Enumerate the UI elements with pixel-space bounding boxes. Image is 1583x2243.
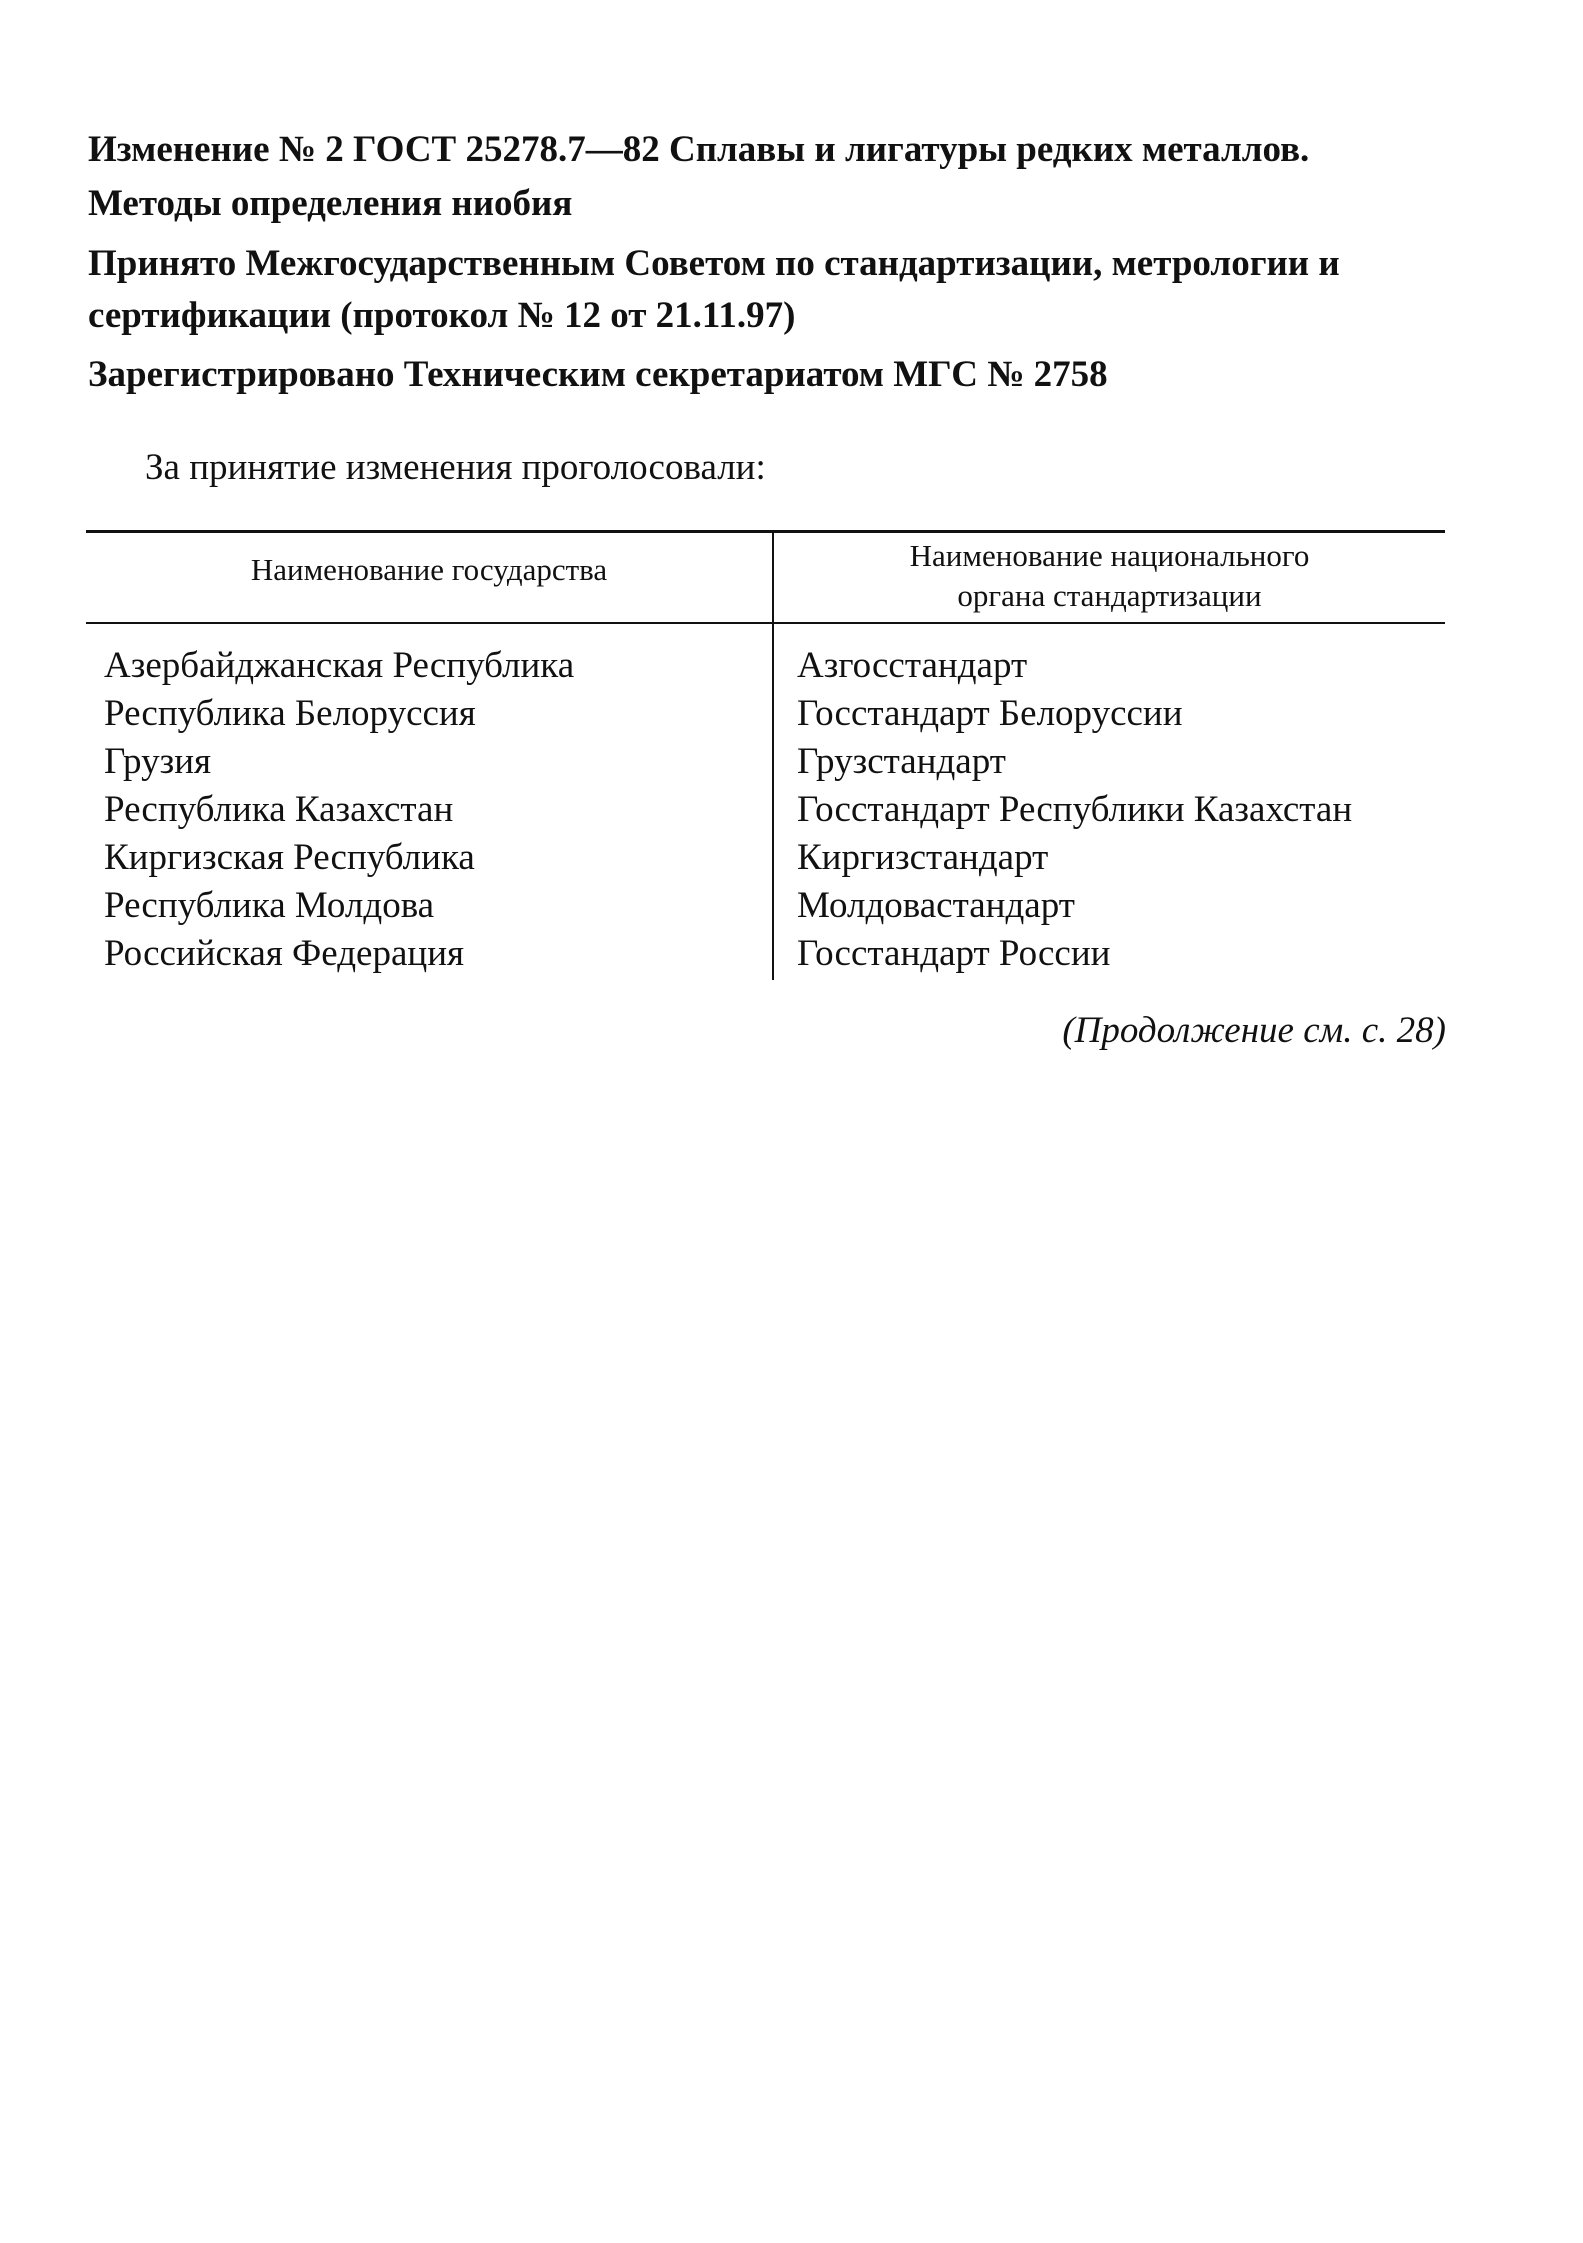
column-header-body-line-1: Наименование национального <box>909 538 1310 573</box>
standards-body: Молдовастандарт <box>797 885 1075 926</box>
table-header-rule <box>86 622 1445 624</box>
voting-intro: За принятие изменения проголосовали: <box>145 447 766 488</box>
adoption-note-line-1: Принято Межгосударственным Советом по стандартизации, метрологии и <box>88 243 1340 284</box>
standards-body: Азгосстандарт <box>797 645 1028 686</box>
document-title-line-1: Изменение № 2 ГОСТ 25278.7—82 Сплавы и лигатуры редких металлов. <box>88 129 1310 170</box>
standards-body: Госстандарт России <box>797 933 1111 974</box>
continuation-note: (Продолжение см. с. 28) <box>1062 1010 1446 1051</box>
state-name: Грузия <box>104 741 212 782</box>
state-name: Республика Белоруссия <box>104 693 476 734</box>
state-name: Республика Молдова <box>104 885 435 926</box>
document-title-line-2: Методы определения ниобия <box>88 183 573 224</box>
column-header-state: Наименование государства <box>250 552 608 587</box>
state-name: Азербайджанская Республика <box>104 645 575 686</box>
registration-note: Зарегистрировано Техническим секретариатом МГС № 2758 <box>88 354 1108 395</box>
adoption-note-line-2: сертификации (протокол № 12 от 21.11.97) <box>88 295 796 336</box>
standards-body: Госстандарт Республики Казахстан <box>797 789 1353 830</box>
standards-body: Госстандарт Белоруссии <box>797 693 1183 734</box>
standards-body: Грузстандарт <box>797 741 1006 782</box>
standards-body: Киргизстандарт <box>797 837 1049 878</box>
state-name: Киргизская Республика <box>104 837 475 878</box>
state-name: Республика Казахстан <box>104 789 454 830</box>
column-header-body-line-2: органа стандартизации <box>957 578 1262 613</box>
table-top-rule <box>86 530 1445 533</box>
state-name: Российская Федерация <box>104 933 465 974</box>
